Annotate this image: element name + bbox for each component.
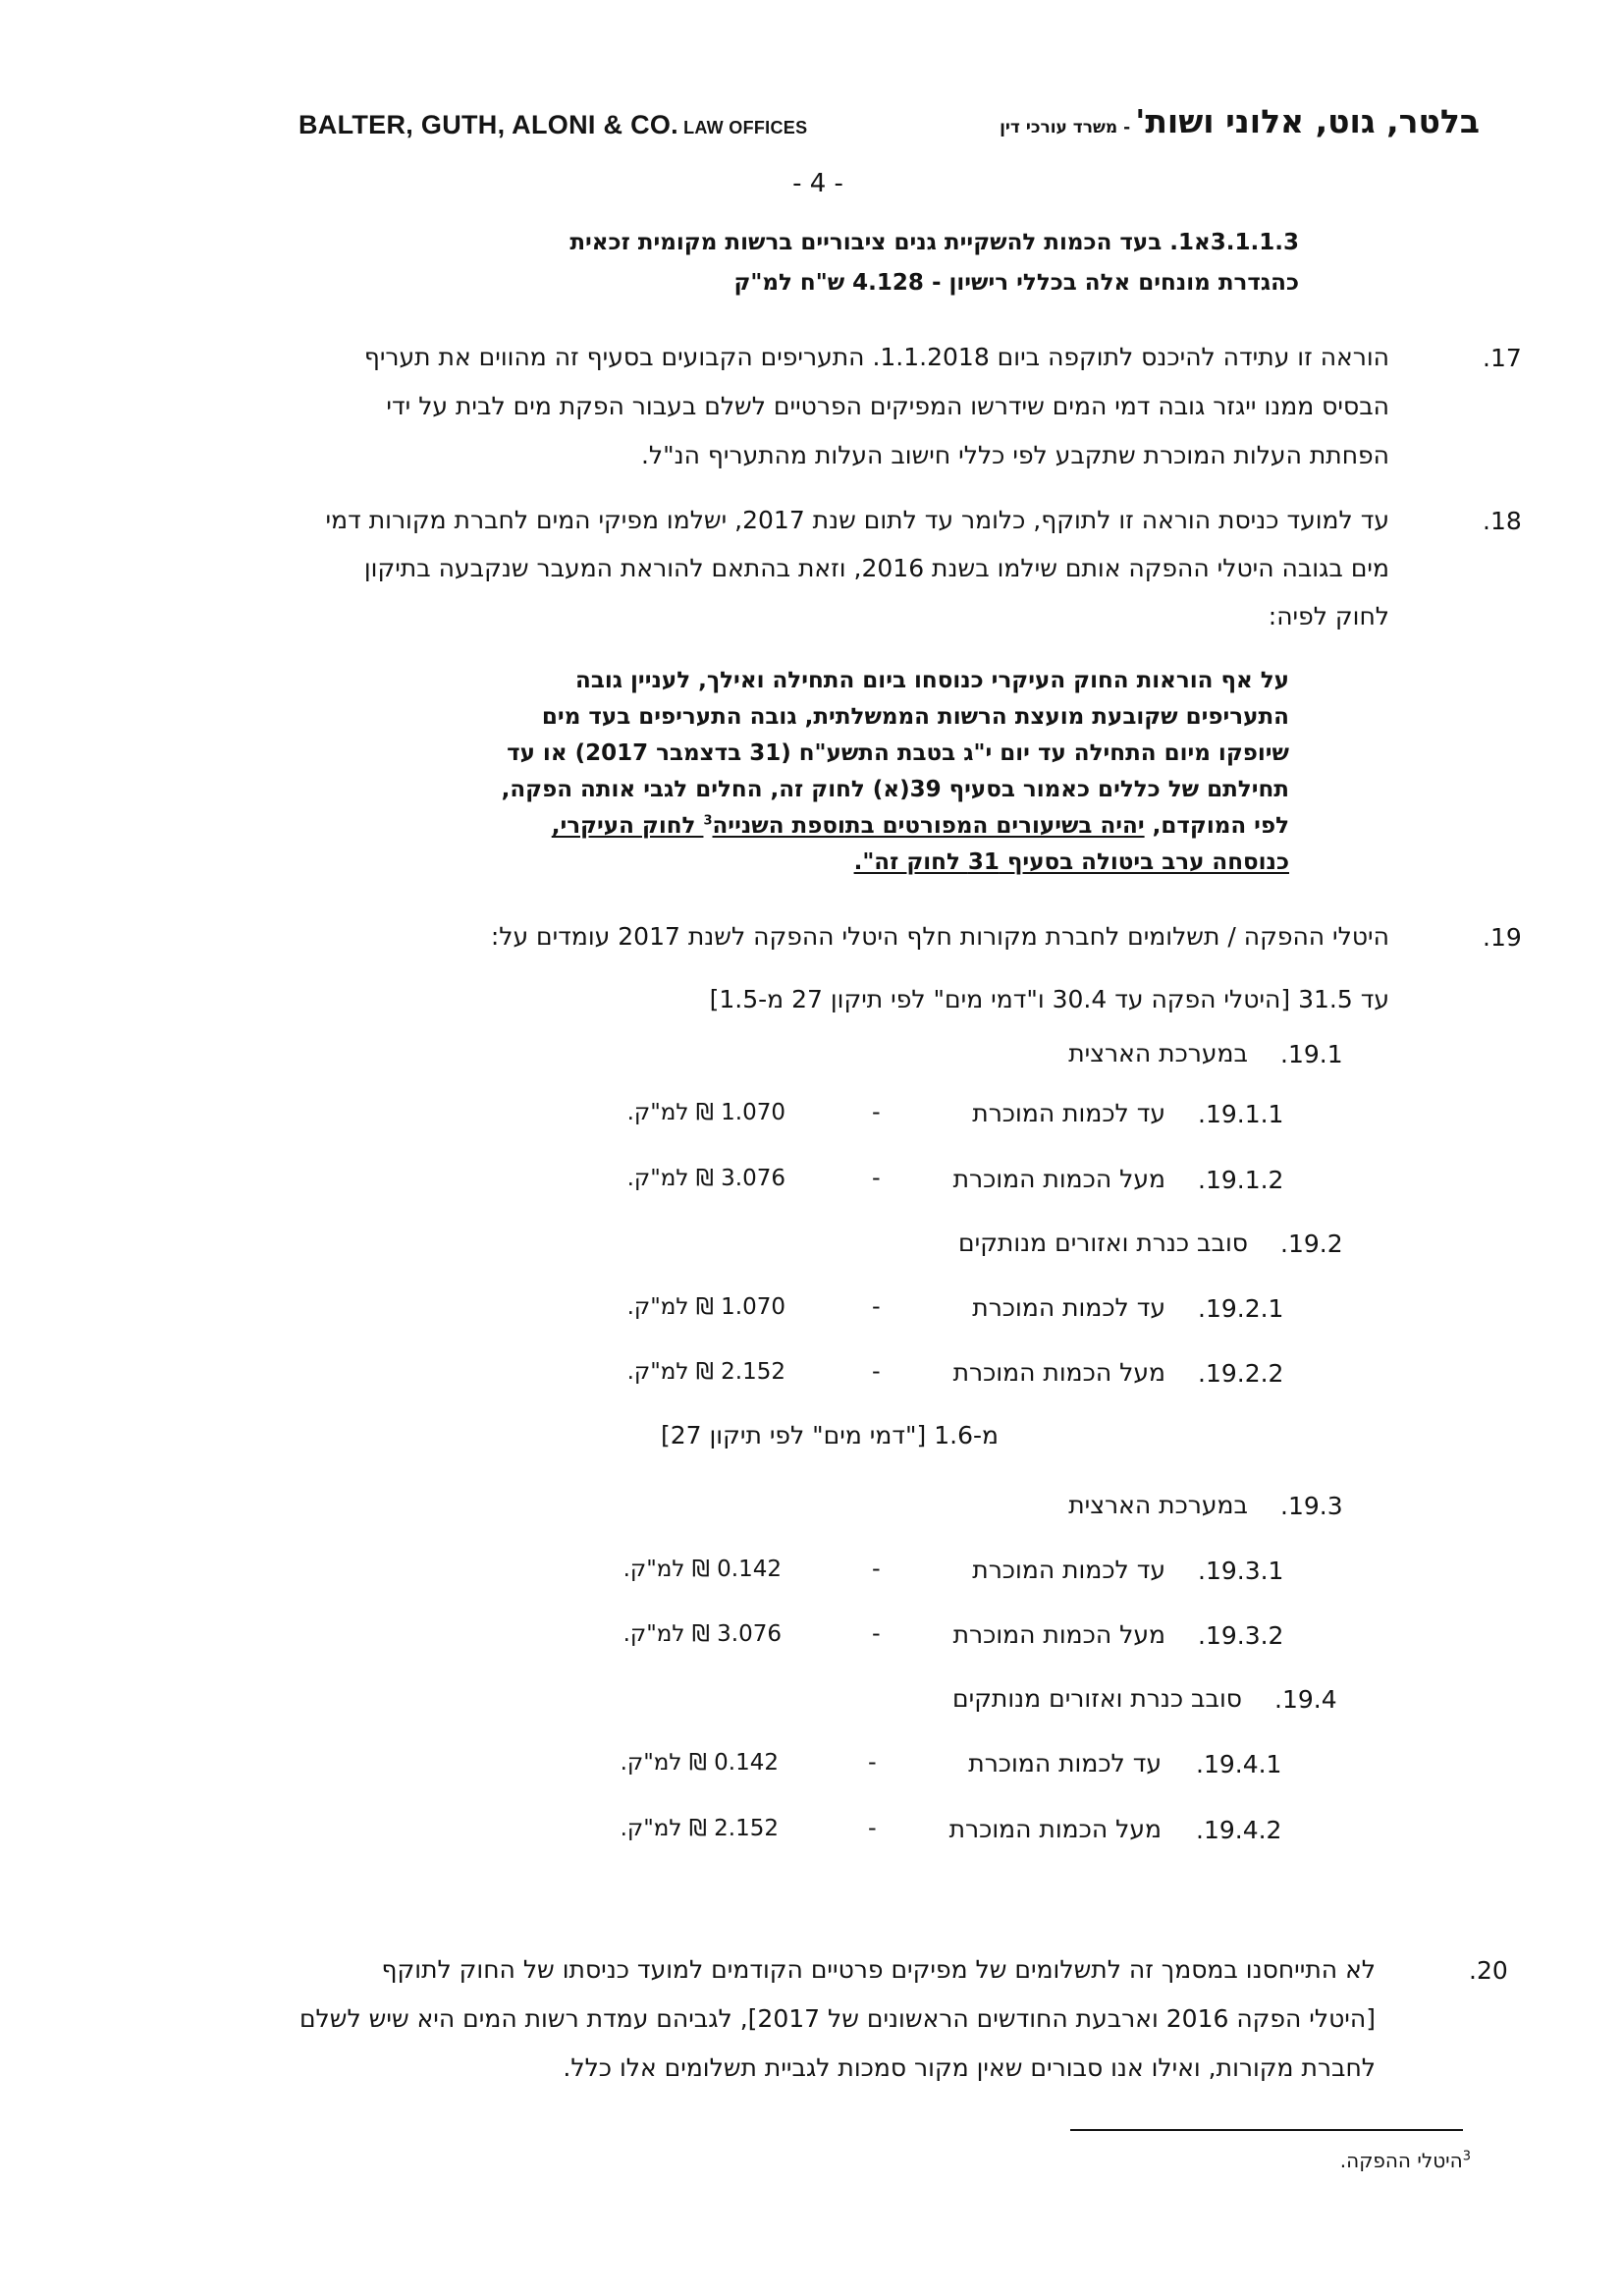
footnote-number: 3 [1462,2149,1471,2164]
section-title-line2: כהגדרת מונחים אלה בכללי רישיון - 4.128 ש"ח למ"ק [733,270,1299,296]
para-17-line2: הבסיס ממנו ייגזר גובה דמי המים שידרשו המפיקים הפרטיים לשלם בעבור הפקת מים לבית על ידי [386,392,1389,420]
para-18-number: .18 [1483,507,1522,535]
item-19-3-1-label: עד לכמות המוכרת [972,1556,1165,1584]
item-19-4-2-number: .19.4.2 [1196,1816,1282,1844]
item-19-4-1-label: עד לכמות המוכרת [968,1749,1162,1777]
item-19-1-1-label: עד לכמות המוכרת [972,1099,1165,1127]
item-19-1-2-rate: 3.076 ₪ למ"ק. [626,1166,785,1191]
quote-line3: שיופקו מיום התחילה עד יום י"ג בטבת התשע"ח (31 בדצמבר 2017) או עד [507,740,1289,766]
para-18-line3: לחוק לפיה: [1268,602,1389,630]
quote-line5-start: לפי המוקדם, [1144,813,1289,839]
para-17-line1: הוראה זו עתידה להיכנס לתוקפה ביום 1.1.2018. התעריפים הקבועים בסעיף זה מהווים את תעריף [363,343,1389,371]
firm-name-he: בלטר, גוט, אלוני ושות' [1135,102,1480,140]
quote-line1: על אף הוראות החוק העיקרי כנוסחו ביום התחילה ואילך, לעניין גובה [575,668,1289,693]
item-19-3-2-label: מעל הכמות המוכרת [952,1620,1165,1649]
item-19-4-1-number: .19.4.1 [1196,1750,1282,1778]
group-19-3-title: במערכת הארצית [1068,1491,1248,1519]
item-19-2-1-dash: - [872,1292,881,1320]
quote-line4: תחילתם של כללים כאמור בסעיף 39(א) לחוק זה, החלים לגבי אותה הפקה, [501,777,1289,802]
item-19-3-2-number: .19.3.2 [1198,1621,1284,1650]
item-19-2-2-number: .19.2.2 [1198,1359,1284,1388]
item-19-3-1-rate: 0.142 ₪ למ"ק. [622,1557,782,1582]
quote-line5-underlined: יהיה בשיעורים המפורטים בתוספת השנייה [712,813,1145,839]
para-19-note2: מ-1.6 ["דמי מים" לפי תיקון 27] [660,1421,999,1449]
item-19-2-1-rate: 1.070 ₪ למ"ק. [626,1294,785,1320]
item-19-2-1-label: עד לכמות המוכרת [972,1293,1165,1322]
firm-name-en: BALTER, GUTH, ALONI & CO. [298,110,678,139]
item-19-2-2-rate: 2.152 ₪ למ"ק. [626,1359,785,1385]
para-17-line3: הפחתת העלות המוכרת שתקבע לפי כללי חישוב העלות מהתעריף הנ"ל. [640,441,1389,469]
item-19-1-2-dash: - [872,1164,881,1191]
letterhead-en [298,110,807,140]
quote-line2: התעריפים שקובעת מועצת הרשות הממשלתית, גובה התעריפים בעד מים [541,704,1289,730]
letterhead-he [1000,102,1480,140]
footnote-ref: 3 [703,813,713,829]
group-19-4-title: סובב כנרת ואזורים מנותקים [952,1684,1242,1713]
office-label-he: - משרד עורכי דין [1000,118,1131,137]
item-19-3-1-number: .19.3.1 [1198,1557,1284,1585]
group-19-3-number: .19.3 [1280,1492,1343,1520]
item-19-2-2-label: מעל הכמות המוכרת [952,1358,1165,1387]
quote-line5-end: לחוק העיקרי, [551,813,704,839]
quote-line5 [552,813,1289,839]
item-19-1-2-label: מעל הכמות המוכרת [952,1165,1165,1193]
group-19-4-number: .19.4 [1274,1685,1337,1714]
para-20-number: .20 [1469,1956,1508,1985]
group-19-2-title: סובב כנרת ואזורים מנותקים [958,1229,1248,1257]
item-19-2-2-dash: - [872,1357,881,1385]
item-19-4-2-rate: 2.152 ₪ למ"ק. [620,1816,779,1841]
item-19-1-1-dash: - [872,1098,881,1125]
footnote-separator [1070,2129,1463,2131]
item-19-4-1-rate: 0.142 ₪ למ"ק. [620,1750,779,1776]
item-19-3-1-dash: - [872,1555,881,1582]
item-19-3-2-dash: - [872,1619,881,1647]
item-19-4-1-dash: - [868,1748,877,1776]
item-19-4-2-label: מעל הכמות המוכרת [948,1815,1162,1843]
para-19-intro: היטלי ההפקה / תשלומים לחברת מקורות חלף היטלי ההפקה לשנת 2017 עומדים על: [490,922,1389,951]
item-19-2-1-number: .19.2.1 [1198,1294,1284,1323]
quote-line6: כנוסחה ערב ביטולה בסעיף 31 לחוק זה". [853,849,1289,875]
law-offices-label: LAW OFFICES [683,118,808,137]
para-18-line2: מים בגובה היטלי ההפקה אותם שילמו בשנת 2016, וזאת בהתאם להוראת המעבר שנקבעה בתיקון [363,554,1389,582]
item-19-1-2-number: .19.1.2 [1198,1166,1284,1194]
footnote-text: היטלי ההפקה. [1339,2149,1463,2172]
item-19-3-2-rate: 3.076 ₪ למ"ק. [622,1621,782,1647]
item-19-1-1-rate: 1.070 ₪ למ"ק. [626,1100,785,1125]
page-number: - 4 - [792,169,843,198]
para-18-line1: עד למועד כניסת הוראה זו לתוקף, כלומר עד לתום שנת 2017, ישלמו מפיקי המים לחברת מקורות דמי [325,506,1389,534]
para-20-line1: לא התייחסנו במסמך זה לתשלומים של מפיקים פרטיים הקודמים למועד כניסתו של החוק לתוקף [381,1955,1376,1984]
section-title-line1: 3.1.1.3א1. בעד הכמות להשקיית גנים ציבוריים ברשות מקומית זכאית [569,230,1299,255]
group-19-1-number: .19.1 [1280,1040,1343,1068]
para-20-line3: לחברת מקורות, ואילו אנו סבורים שאין מקור סמכות לגביית תשלומים אלו כלל. [563,2053,1376,2082]
item-19-4-2-dash: - [868,1814,877,1841]
group-19-2-number: .19.2 [1280,1230,1343,1258]
para-19-number: .19 [1483,923,1522,952]
item-19-1-1-number: .19.1.1 [1198,1100,1284,1128]
para-20-line2: [היטלי הפקה 2016 וארבעת החודשים הראשונים של 2017], לגביהם עמדת רשות המים היא שיש לשלם [298,2004,1376,2033]
group-19-1-title: במערכת הארצית [1068,1039,1248,1067]
footnote [1340,2149,1471,2172]
para-17-number: .17 [1483,344,1522,372]
para-19-note1: עד 31.5 [היטלי הפקה עד 30.4 ו"דמי מים" לפי תיקון 27 מ-1.5] [709,985,1389,1013]
